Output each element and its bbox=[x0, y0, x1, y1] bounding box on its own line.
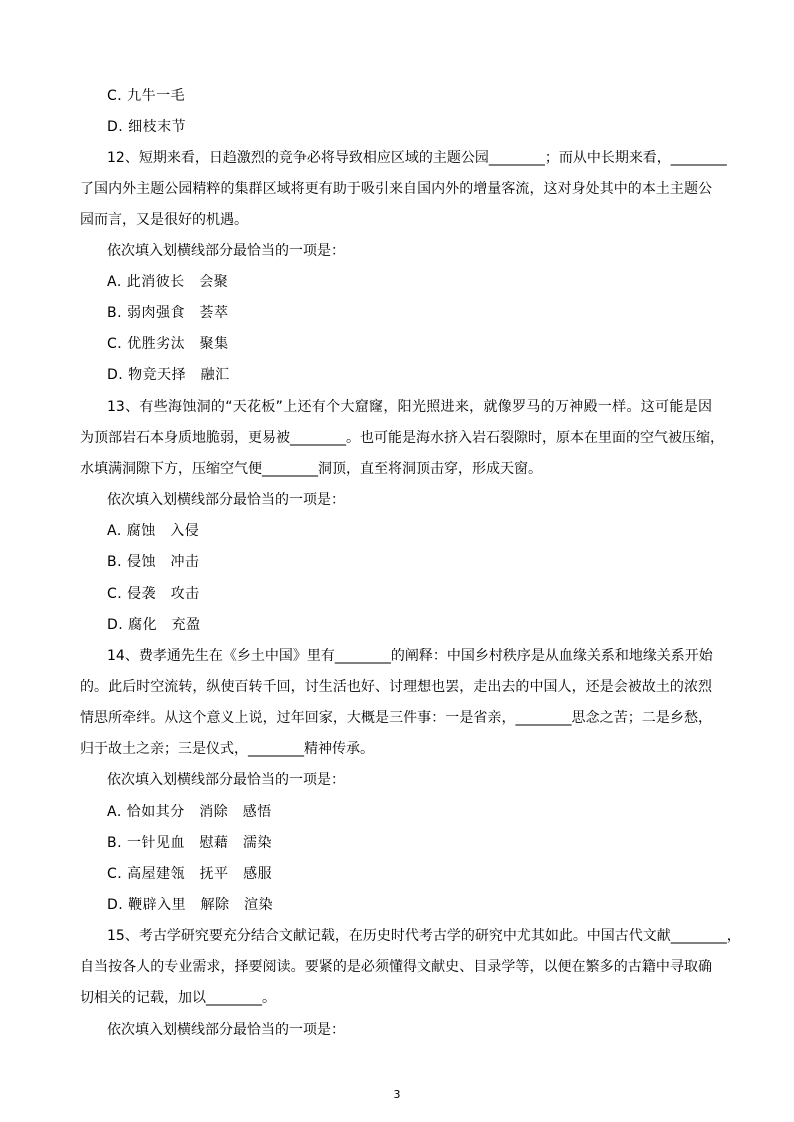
q13-option-d: D. 腐化 充盈 bbox=[107, 617, 201, 633]
q13-prompt: 依次填入划横线部分最恰当的一项是： bbox=[107, 492, 345, 508]
q13-option-b: B. 侵蚀 冲击 bbox=[107, 554, 200, 570]
q13-stem-line-1: 13、有些海蚀洞的“天花板”上还有个大窟窿，阳光照进来，就像罗马的万神殿一样。这可能是因 bbox=[107, 399, 712, 415]
q13-option-a: A. 腐蚀 入侵 bbox=[107, 523, 200, 539]
q15-stem-line-2: 自当按各人的专业需求，择要阅读。要紧的是必须懂得文献史、目录学等，以便在繁多的古籍中寻取确 bbox=[80, 959, 712, 975]
q12-option-c: C. 优胜劣汰 聚集 bbox=[107, 336, 229, 352]
q14-option-d: D. 鞭辟入里 解除 渲染 bbox=[107, 897, 274, 913]
q12-stem-line-2: 了国内外主题公园精粹的集群区域将更有助于吸引来自国内外的增量客流，这对身处其中的本土主题公 bbox=[80, 181, 712, 197]
q14-option-c: C. 高屋建瓴 抚平 感服 bbox=[107, 866, 273, 882]
q13-stem-line-3: 水填满洞隙下方，压缩空气便________洞顶，直至将洞顶击穿，形成天窗。 bbox=[80, 461, 542, 477]
q13-option-c: C. 侵袭 攻击 bbox=[107, 586, 200, 602]
q15-stem-line-3: 切相关的记载，加以________。 bbox=[80, 990, 276, 1006]
q14-stem-line-3: 情思所牵绊。从这个意义上说，过年回家，大概是三件事：一是省亲，________思念之苦；二是乡愁， bbox=[80, 710, 712, 726]
q12-stem-line-3: 园而言，又是很好的机遇。 bbox=[80, 212, 248, 228]
page-number: 3 bbox=[393, 1088, 401, 1101]
q12-prompt: 依次填入划横线部分最恰当的一项是： bbox=[107, 243, 345, 259]
q12-option-a: A. 此消彼长 会聚 bbox=[107, 274, 229, 290]
q14-option-a: A. 恰如其分 消除 感悟 bbox=[107, 804, 272, 820]
q12-stem-line-1: 12、短期来看，日趋激烈的竞争必将导致相应区域的主题公园________；而从中长期来看，________ bbox=[107, 150, 727, 166]
q11-option-d: D. 细枝末节 bbox=[107, 119, 187, 135]
q13-stem-line-2: 为顶部岩石本身质地脆弱，更易被________。也可能是海水挤入岩石裂隙时，原本在里面的空气被压缩， bbox=[80, 430, 724, 446]
q11-option-c: C. 九牛一毛 bbox=[107, 88, 186, 104]
q14-stem-line-4: 归于故土之亲；三是仪式，________精神传承。 bbox=[80, 741, 374, 757]
q12-option-d: D. 物竞天择 融汇 bbox=[107, 367, 230, 383]
q14-stem-line-1: 14、费孝通先生在《乡土中国》里有________的阐释：中国乡村秩序是从血缘关系和地缘关系开始 bbox=[107, 648, 713, 664]
q12-option-b: B. 弱肉强食 荟萃 bbox=[107, 305, 229, 321]
q15-prompt: 依次填入划横线部分最恰当的一项是： bbox=[107, 1022, 345, 1038]
q14-option-b: B. 一针见血 慰藉 濡染 bbox=[107, 835, 273, 851]
q14-prompt: 依次填入划横线部分最恰当的一项是： bbox=[107, 772, 345, 788]
q14-stem-line-2: 的。此后时空流转，纵使百转千回，讨生活也好、讨理想也罢，走出去的中国人，还是会被故土的浓烈 bbox=[80, 679, 712, 695]
q15-stem-line-1: 15、考古学研究要充分结合文献记载，在历史时代考古学的研究中尤其如此。中国古代文献________， bbox=[107, 928, 741, 944]
